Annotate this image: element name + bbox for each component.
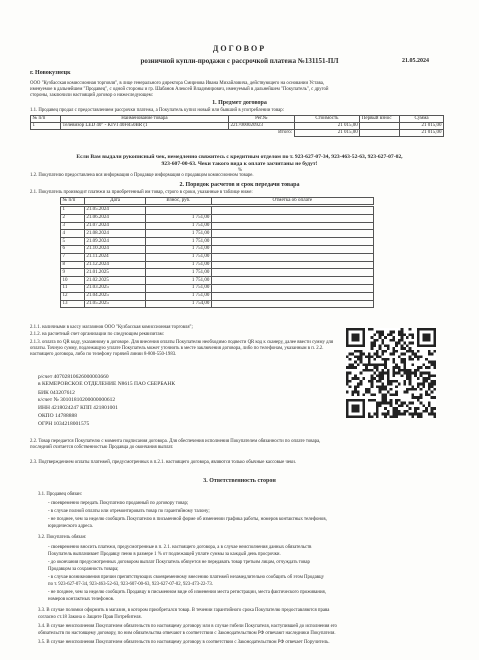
schedule-row bbox=[61, 230, 374, 238]
row-date: 21.10.2024 bbox=[84, 245, 146, 253]
cell: Телевизор LED 40" - KIVI 40FR50BR (1 bbox=[60, 123, 228, 130]
cell: 21 015,00 bbox=[294, 123, 360, 130]
requisite-inn-kpp: ИНН 4218024247 КПП 421801001 bbox=[38, 405, 118, 411]
total-value: 21 015,00 bbox=[400, 130, 444, 137]
row-amount: 1 751,00 bbox=[146, 277, 211, 285]
row-paid-mark bbox=[211, 284, 373, 292]
schedule-row bbox=[61, 292, 374, 300]
table-total-row bbox=[31, 130, 444, 137]
handwritten-receipt-warning-2: 923-607-00-63. Чеки такого вида к оплате засчитаны не будут! bbox=[161, 161, 318, 167]
clause-2-2-line-1: 2.2. Товар передается Покупателю с момента подписания договора. Для обеспечения исполнения Покупателем обязанности по оплате товара, bbox=[30, 439, 321, 444]
row-amount: 1 751,00 bbox=[146, 222, 211, 230]
row-number: 12 bbox=[61, 292, 85, 300]
clause-2-1-3-line-2: оплаты. Точную сумму, подлежащую уплате Покупатель может уточнить в месте заключения договора, либо по телефонам, указанным в п. 2.2. bbox=[30, 346, 324, 351]
clause-2-2-line-2: последний считается собственностью Продавца до окончания выплат. bbox=[30, 445, 174, 450]
clause-3-4-line-2: обязательств по настоящему договору, по ним обязательства отвечают в соответствии с Законодательством РФ отвечают наследники Покупателя. bbox=[38, 631, 336, 636]
clause-2-1-2: 2.1.2. на расчетный счет организации по следующим реквизитам: bbox=[30, 332, 164, 337]
cell: 1 bbox=[31, 123, 61, 130]
row-number: 3 bbox=[61, 222, 85, 230]
total-label: Итого: bbox=[278, 130, 293, 136]
cell bbox=[360, 123, 400, 130]
table-row bbox=[31, 123, 444, 130]
row-date: 21.05.2025 bbox=[84, 300, 146, 308]
row-paid-mark bbox=[211, 238, 373, 246]
col-first-payment: Первый взнос bbox=[360, 116, 400, 123]
document-subtitle: розничной купли-продажи с рассрочкой платежа №131151-ПЛ bbox=[140, 57, 339, 65]
row-amount: 1 754,00 bbox=[146, 300, 211, 308]
col-number: № п/п bbox=[31, 116, 61, 123]
col-number: № п/п bbox=[61, 198, 85, 205]
cell: 21 015,00 bbox=[400, 123, 444, 130]
clause-3-2-item: - своевременно вносить платежи, предусмотренные в п. 2.1. настоящего договора, а в случае неисполнения данных обязательств bbox=[48, 545, 312, 550]
schedule-row bbox=[61, 222, 374, 230]
schedule-row bbox=[61, 253, 374, 261]
row-paid-mark bbox=[211, 214, 373, 222]
row-amount: 1 751,00 bbox=[146, 238, 211, 246]
row-date: 21.07.2024 bbox=[84, 222, 146, 230]
schedule-row bbox=[61, 261, 374, 269]
row-number: 9 bbox=[61, 269, 85, 277]
row-paid-mark bbox=[211, 269, 373, 277]
row-number: 6 bbox=[61, 245, 85, 253]
cell: 2217000020923 bbox=[228, 123, 294, 130]
row-number: 7 bbox=[61, 253, 85, 261]
row-date: 21.08.2024 bbox=[84, 230, 146, 238]
payment-schedule-body bbox=[60, 206, 374, 308]
col-sum: Сумма bbox=[400, 116, 444, 123]
clause-1-1: 1.1. Продавец продал с предоставлением рассрочки платежа, а Покупатель купил новый или бывший в употреблении товар: bbox=[30, 108, 285, 113]
row-number: 1 bbox=[61, 207, 85, 215]
row-amount bbox=[146, 207, 211, 215]
schedule-row bbox=[61, 214, 374, 222]
requisite-bank: в КЕМЕРОВСКОЕ ОТДЕЛЕНИЕ N8615 ПАО СБЕРБАНК bbox=[38, 381, 176, 387]
row-paid-mark bbox=[211, 230, 373, 238]
qr-code-icon bbox=[346, 328, 436, 418]
row-paid-mark bbox=[211, 261, 373, 269]
row-date: 21.05.2024 bbox=[84, 207, 146, 215]
clause-3-1-item: юридического адреса. bbox=[48, 524, 94, 529]
clause-3-1-item: - в случае полной оплаты или отремонтировать товар по гарантийному талону; bbox=[48, 509, 210, 514]
schedule-row bbox=[61, 277, 374, 285]
document-title: ДОГОВОР bbox=[212, 44, 267, 53]
row-number: 8 bbox=[61, 261, 85, 269]
clause-2-1: 2.1. Покупатель производит платежи за приобретенный им товар, строго в сроки, указанные в таблице ниже: bbox=[30, 190, 253, 195]
col-amount: Взнос, руб. bbox=[146, 198, 211, 205]
row-date: 21.02.2025 bbox=[84, 277, 146, 285]
goods-table-header bbox=[31, 116, 444, 123]
section-2-heading: 2. Порядок расчетов и срок передачи товара bbox=[179, 182, 300, 188]
row-date: 21.12.2024 bbox=[84, 261, 146, 269]
schedule-row bbox=[61, 284, 374, 292]
handwritten-receipt-warning-1: Если Вам выдали рукописный чек, немедленно свяжитесь с кредитным отделом по т. 923-627-07-34, 923-463-52-63, 923-627-07-02, bbox=[76, 154, 403, 160]
intro-line-2: именуемое в дальнейшем "Продавец", с одной стороны и гр. Шабанов Алексей Владимирович, именуемый в дальнейшем "Покупатель", с другой bbox=[30, 87, 329, 92]
col-paid-mark: Отметка об оплате bbox=[211, 198, 373, 205]
col-price: Стоимость bbox=[294, 116, 360, 123]
row-amount: 1 751,00 bbox=[146, 245, 211, 253]
row-amount: 1 751,00 bbox=[146, 253, 211, 261]
schedule-row bbox=[61, 300, 374, 308]
row-number: 5 bbox=[61, 238, 85, 246]
row-date: 21.06.2024 bbox=[84, 214, 146, 222]
row-date: 21.04.2025 bbox=[84, 292, 146, 300]
row-paid-mark bbox=[211, 245, 373, 253]
row-amount: 1 751,00 bbox=[146, 230, 211, 238]
clause-3-2-item: - не позднее, чем за неделю сообщить Продавцу в письменном виде об изменении места регистрации, места фактического проживания, bbox=[48, 590, 326, 595]
intro-line-1: ООО "Кузбасская комиссионная торговля", в лице генерального директора Смирнова Ивана Михайловича, действующего на основании Устава, bbox=[30, 81, 325, 86]
clause-2-3: 2.3. Подтверждением оплаты платежей, предусмотренных в п.2.1. настоящего договора, являются только обычные кассовые чеки. bbox=[30, 460, 297, 465]
clause-3-2-item: Продавцом за сохранность товара; bbox=[48, 567, 119, 572]
row-number: 13 bbox=[61, 300, 85, 308]
total-sum: 21 015,00 bbox=[294, 130, 360, 137]
clause-2-1-3-line-3: настоящего договора, либо по телефону горячей линии 8-800-550-1983. bbox=[30, 352, 177, 357]
clause-2-1-3-line-1: 2.1.3. оплата по QR коду, указанному в договоре. Для внесения оплаты Покупателю необходимо подвести QR код к сканеру, далее ввести сумму для bbox=[30, 340, 334, 345]
col-date: Дата bbox=[84, 198, 145, 205]
row-paid-mark bbox=[211, 300, 373, 308]
row-number: 4 bbox=[61, 230, 85, 238]
payment-qr-code[interactable] bbox=[346, 328, 436, 418]
clause-3-2-item: - до окончания предусмотренных договором выплат Покупатель обязуется не передавать товар третьим лицам, отчуждать товар bbox=[48, 560, 310, 565]
row-paid-mark bbox=[211, 253, 373, 261]
row-number: 11 bbox=[61, 284, 85, 292]
intro-line-3: стороны, заключили настоящий договор о нижеследующем: bbox=[30, 93, 153, 98]
requisite-bik: БИК 043207612 bbox=[38, 390, 75, 396]
clause-3-3-line-2: согласно ст.18 Закона о Защите Прав Потребителя. bbox=[38, 615, 142, 620]
clause-1-2: 1.2. Покупателю предоставлена вся информация о Продавце информация о продавцом комиссионном товаре. bbox=[30, 173, 254, 178]
payment-schedule-table bbox=[60, 197, 374, 205]
row-date: 21.03.2025 bbox=[84, 284, 146, 292]
row-amount: 1 751,00 bbox=[146, 214, 211, 222]
schedule-row bbox=[61, 238, 374, 246]
requisite-ogrn: ОГРН 1034218001575 bbox=[38, 421, 90, 427]
col-reg: Рег.№ bbox=[228, 116, 294, 123]
clause-3-2-item: номеров контактных телефонов. bbox=[48, 597, 115, 602]
clause-3-5: 3.5. В случае неисполнения Покупателем обязательств по настоящему договору в соответствии с Законодательством РФ отвечает Поручитель. bbox=[38, 640, 330, 645]
clause-3-2-item: Покупатель выплачивает Продавцу пеню в размере 1 % от подлежащей уплате суммы за каждый день просрочки. bbox=[48, 552, 281, 557]
row-date: 21.01.2025 bbox=[84, 269, 146, 277]
clause-2-1-1: 2.1.1. наличными в кассу магазинов ООО "Кузбасская комиссионная торговля"; bbox=[30, 325, 193, 330]
row-amount: 1 751,00 bbox=[146, 292, 211, 300]
goods-table bbox=[30, 115, 444, 137]
row-amount: 1 751,00 bbox=[146, 261, 211, 269]
row-paid-mark bbox=[211, 207, 373, 215]
row-number: 2 bbox=[61, 214, 85, 222]
col-name: Наименование товара bbox=[60, 116, 228, 123]
clause-3-2: 3.2. Покупатель обязан: bbox=[38, 535, 87, 540]
requisite-corr-account: к/счет № 30101810200000000612 bbox=[38, 397, 116, 403]
row-amount: 1 751,00 bbox=[146, 284, 211, 292]
section-1-heading: 1. Предмет договора bbox=[212, 100, 267, 106]
clause-3-2-item: - в случае возникновения причин препятствующих своевременному внесению платежей незамедлительно сообщить об этом Продавцу bbox=[48, 575, 324, 580]
clause-3-4-line-1: 3.4. В случае неисполнения Покупателем обязательств по настоящему договору или в случае гибели Покупателя, наступившей до исполнения его bbox=[38, 624, 337, 629]
clause-3-1-item: - не позднее, чем за неделю сообщить Покупателю в письменной форме об изменении графика работы, номеров контактных телефонов, bbox=[48, 517, 327, 522]
schedule-row bbox=[61, 269, 374, 277]
row-date: 21.09.2024 bbox=[84, 238, 146, 246]
row-number: 10 bbox=[61, 277, 85, 285]
row-paid-mark bbox=[211, 222, 373, 230]
schedule-row bbox=[61, 207, 374, 215]
row-paid-mark bbox=[211, 277, 373, 285]
requisite-account: р/счет 40702810626000003660 bbox=[38, 374, 109, 380]
schedule-row bbox=[61, 245, 374, 253]
clause-3-3-line-1: 3.3. В случае поломки оформить в магазин, в котором приобретался товар. В течении гарантийного срока Покупателю предоставляются права bbox=[38, 608, 330, 613]
section-3-heading: 3. Ответственность сторон bbox=[203, 478, 276, 484]
row-date: 21.11.2024 bbox=[84, 253, 146, 261]
clause-3-2-item: по т. 923-627-07-34, 923-463-52-63, 923-607-00-63, 923-627-07-02, 923-473-22-73. bbox=[48, 582, 213, 587]
city: г. Новокузнецк bbox=[30, 70, 71, 76]
row-paid-mark bbox=[211, 292, 373, 300]
row-amount: 1 751,00 bbox=[146, 269, 211, 277]
percent-symbol: % bbox=[238, 168, 242, 173]
clause-3-1: 3.1. Продавец обязан: bbox=[38, 492, 83, 497]
requisite-okpo: ОКПО 14788888 bbox=[38, 413, 77, 419]
contract-date: 21.05.2024 bbox=[402, 58, 429, 64]
clause-3-1-item: - своевременно передать Покупателю проданный по договору товар; bbox=[48, 501, 189, 506]
schedule-header bbox=[61, 198, 374, 205]
